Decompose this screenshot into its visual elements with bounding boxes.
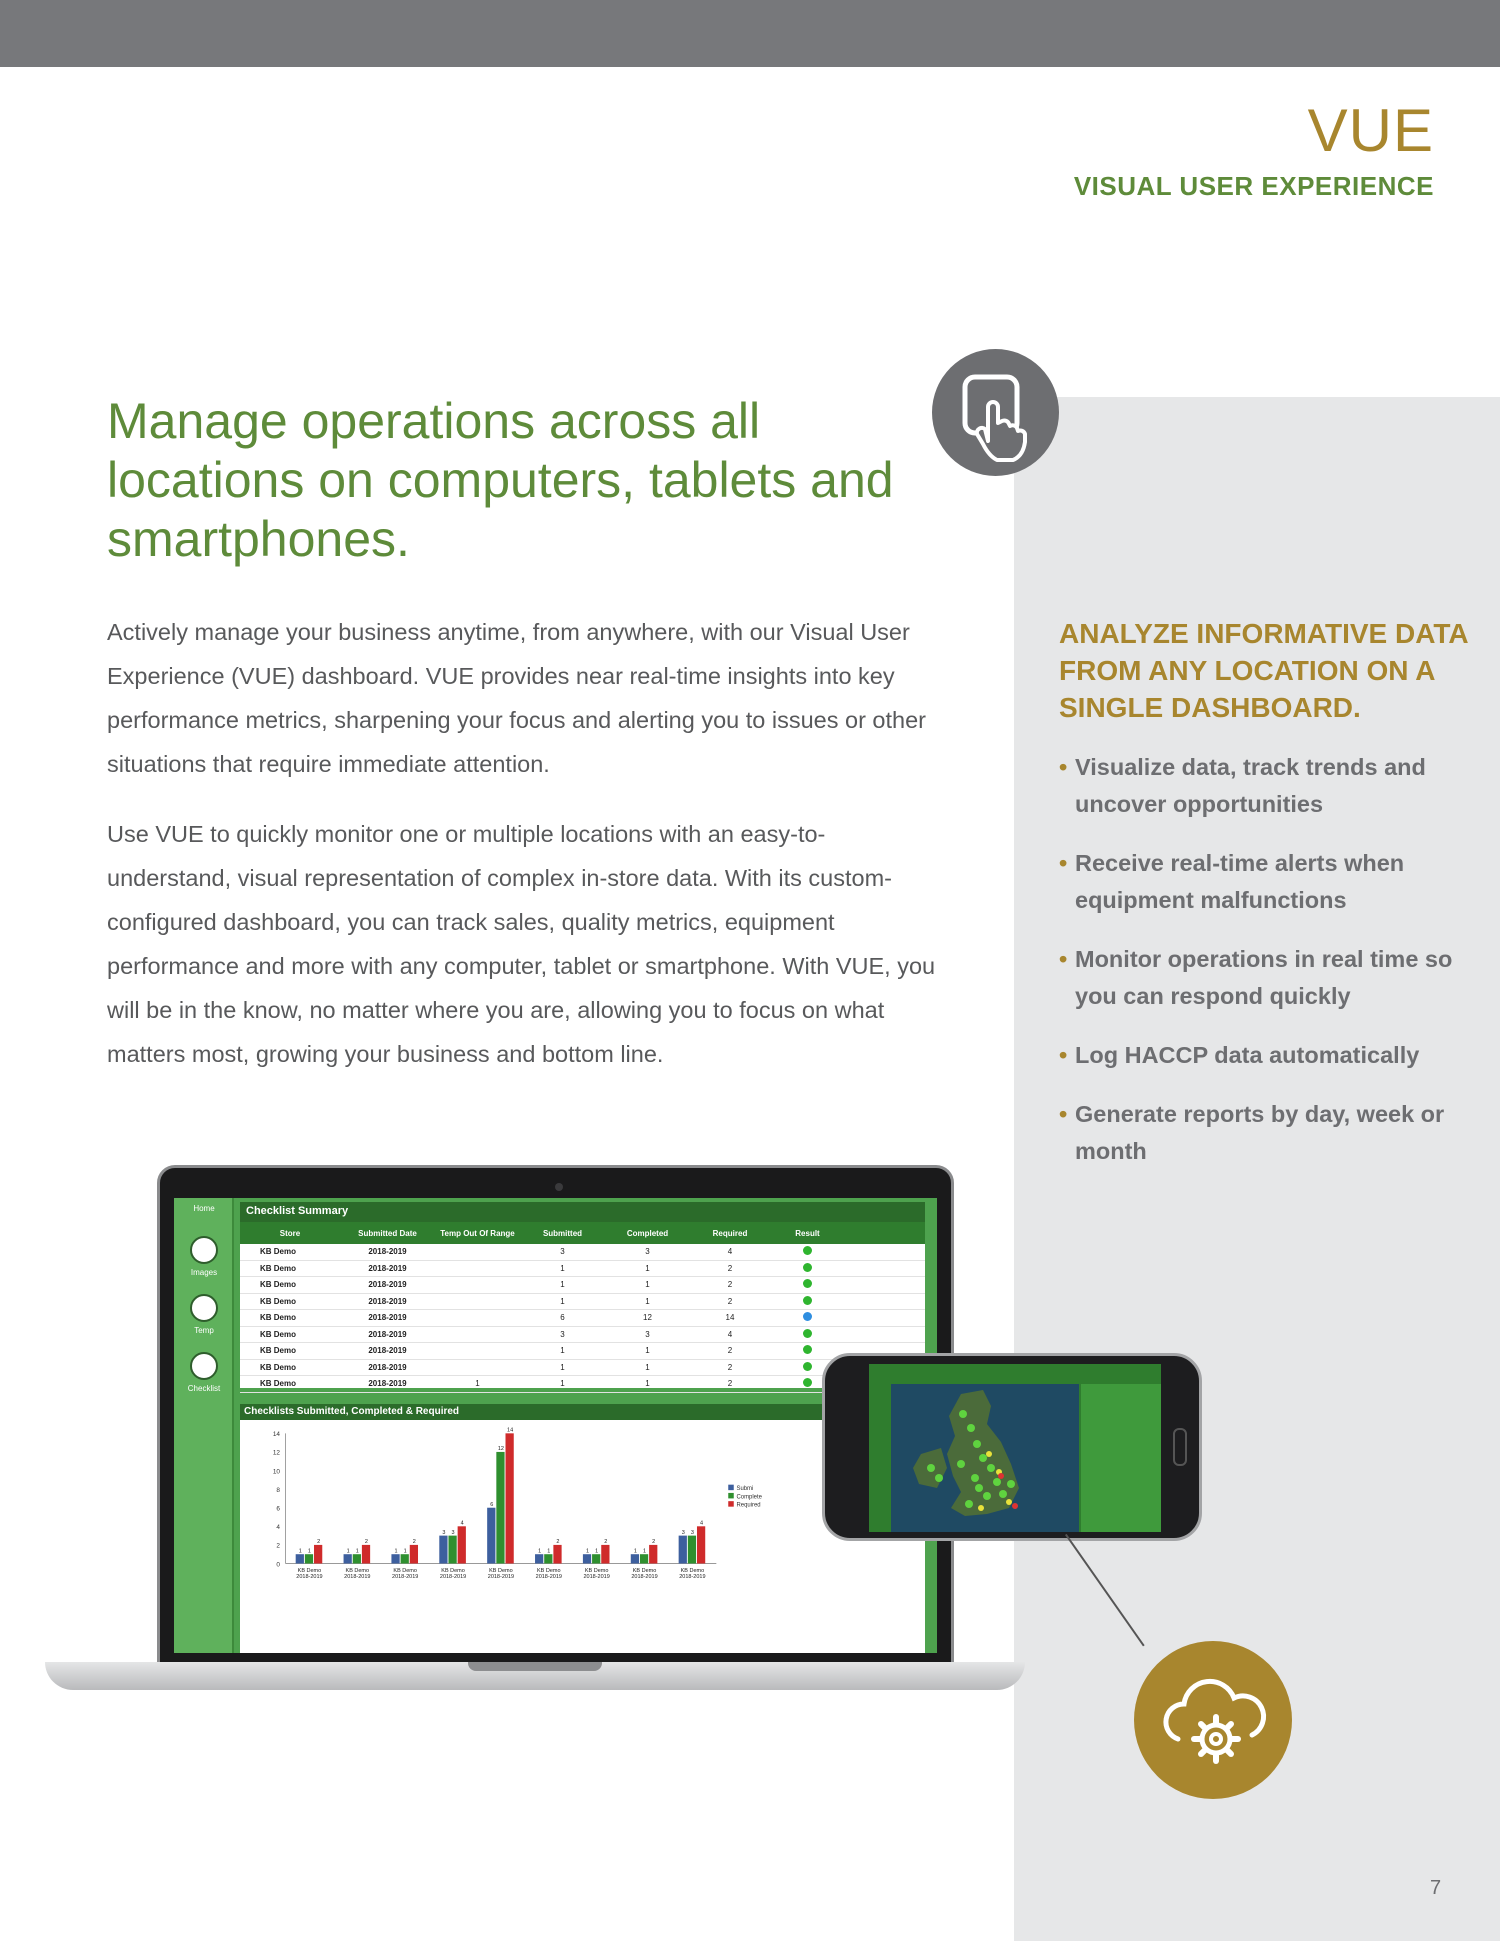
table-row bbox=[240, 1294, 925, 1311]
brand-title: VUE bbox=[1307, 97, 1434, 164]
cell-result bbox=[770, 1246, 845, 1257]
cell-completed: 12 bbox=[643, 1313, 652, 1323]
status-dot-icon bbox=[803, 1246, 812, 1255]
bar bbox=[506, 1433, 514, 1563]
cell-result bbox=[770, 1345, 845, 1356]
cell-date: 2018-2019 bbox=[368, 1313, 407, 1323]
cell-store: KB Demo bbox=[260, 1346, 297, 1356]
status-dot-icon bbox=[803, 1329, 812, 1338]
summary-title: Checklist Summary bbox=[240, 1202, 925, 1222]
phone-data-table bbox=[1081, 1384, 1161, 1532]
cell-date: 2018-2019 bbox=[368, 1362, 407, 1372]
cell-store: KB Demo bbox=[260, 1362, 297, 1372]
bar bbox=[649, 1545, 657, 1564]
cell-required: 4 bbox=[727, 1247, 733, 1257]
x-tick-label: 2018-2019 bbox=[487, 1574, 515, 1581]
cell-date: 2018-2019 bbox=[368, 1263, 407, 1273]
data-label: 1 bbox=[298, 1548, 302, 1555]
cell-store: KB Demo bbox=[260, 1296, 297, 1306]
phone-mockup bbox=[822, 1353, 1202, 1541]
legend-label: Required bbox=[736, 1502, 761, 1509]
bar bbox=[401, 1554, 409, 1563]
cell-date: 2018-2019 bbox=[368, 1247, 407, 1257]
table-row bbox=[240, 1343, 925, 1360]
table-row bbox=[240, 1310, 925, 1327]
bar bbox=[592, 1554, 600, 1563]
headline: Manage operations across all locations on computers, tablets and smartphones. bbox=[107, 393, 894, 567]
details-paragraph: Use VUE to quickly monitor one or multiple locations with an easy-to-understand, visual representation of complex in-store data. With its custom-configured dashboard, you can track sales, quality metrics, equipment performance and more with any computer, tablet or smartphone. With VUE, you will be in the know, no matter where you are, allowing you to focus on what matters most, growing your business and bottom line. bbox=[107, 821, 936, 1067]
bar bbox=[391, 1554, 399, 1563]
cell-date: 2018-2019 bbox=[368, 1329, 407, 1339]
bar bbox=[640, 1554, 648, 1563]
cell-required: 2 bbox=[727, 1280, 733, 1290]
y-tick-label: 10 bbox=[272, 1468, 280, 1476]
status-dot-icon bbox=[803, 1378, 812, 1387]
cell-store: KB Demo bbox=[260, 1263, 297, 1273]
data-label: 1 bbox=[403, 1548, 407, 1555]
touch-icon bbox=[932, 349, 1059, 476]
bar bbox=[314, 1545, 322, 1564]
bar bbox=[553, 1545, 561, 1564]
data-label: 2 bbox=[364, 1539, 369, 1546]
checklist-summary-panel bbox=[240, 1202, 925, 1388]
cell-required: 2 bbox=[727, 1379, 733, 1389]
bar bbox=[410, 1545, 418, 1564]
x-tick-label: 2018-2019 bbox=[392, 1574, 419, 1581]
cell-required: 2 bbox=[727, 1346, 733, 1356]
bar bbox=[631, 1554, 639, 1563]
bar bbox=[583, 1554, 591, 1563]
cell-required: 2 bbox=[727, 1296, 733, 1306]
cell-submitted: 3 bbox=[560, 1247, 565, 1257]
status-dot-icon bbox=[803, 1362, 812, 1371]
y-tick-label: 6 bbox=[276, 1505, 280, 1513]
status-dot-icon bbox=[803, 1296, 812, 1305]
col-completed: Completed bbox=[626, 1228, 669, 1238]
y-tick-label: 4 bbox=[276, 1524, 280, 1532]
bar bbox=[458, 1526, 466, 1563]
bar bbox=[688, 1536, 696, 1564]
cell-result bbox=[770, 1279, 845, 1290]
status-dot-icon bbox=[803, 1263, 812, 1272]
cell-store: KB Demo bbox=[260, 1313, 297, 1323]
table-row bbox=[240, 1277, 925, 1294]
cell-submitted: 6 bbox=[560, 1313, 565, 1323]
bar bbox=[448, 1536, 456, 1564]
sidebar-heading: ANALYZE INFORMATIVE DATA FROM ANY LOCATION ON A SINGLE DASHBOARD. bbox=[1059, 618, 1468, 723]
feature-item: • Visualize data, track trends and uncover opportunities bbox=[1059, 749, 1479, 823]
page-number: 7 bbox=[1430, 1877, 1442, 1899]
cell-date: 2018-2019 bbox=[368, 1379, 407, 1389]
cell-completed: 1 bbox=[645, 1379, 650, 1389]
cell-result bbox=[770, 1263, 845, 1274]
cell-submitted: 1 bbox=[560, 1263, 565, 1273]
x-tick-label: KB Demo bbox=[680, 1567, 705, 1574]
checklist-icon[interactable] bbox=[190, 1352, 218, 1380]
cell-completed: 1 bbox=[645, 1346, 650, 1356]
cell-completed: 3 bbox=[645, 1247, 650, 1257]
table-row bbox=[240, 1261, 925, 1278]
cell-completed: 3 bbox=[645, 1329, 650, 1339]
laptop-notch bbox=[468, 1662, 602, 1671]
temp-icon[interactable] bbox=[190, 1294, 218, 1322]
bar bbox=[439, 1536, 447, 1564]
legend-swatch bbox=[728, 1493, 734, 1499]
intro-paragraph: Actively manage your business anytime, from anywhere, with our Visual User Experience (VUE) dashboard. VUE provides near real-time insights into key performance metrics, sharpening your focus and alerting you to issues or other situations that require immediate attention. bbox=[107, 619, 927, 777]
data-label: 6 bbox=[490, 1501, 494, 1508]
bar bbox=[353, 1554, 361, 1563]
data-label: 1 bbox=[642, 1548, 647, 1555]
cell-completed: 1 bbox=[645, 1296, 650, 1306]
top-banner bbox=[0, 0, 1500, 67]
data-label: 1 bbox=[355, 1548, 359, 1555]
bar bbox=[496, 1452, 504, 1564]
col-temp: Temp Out Of Range bbox=[440, 1228, 515, 1238]
col-date: Submitted Date bbox=[358, 1228, 417, 1238]
data-label: 2 bbox=[556, 1539, 560, 1546]
nav-checklist-label[interactable]: Checklist bbox=[187, 1384, 221, 1393]
x-tick-label: 2018-2019 bbox=[631, 1574, 658, 1581]
bar bbox=[535, 1554, 543, 1563]
cell-required: 4 bbox=[727, 1329, 733, 1339]
checklist-bar-chart bbox=[252, 1426, 792, 1591]
cell-date: 2018-2019 bbox=[368, 1280, 407, 1290]
data-label: 1 bbox=[585, 1548, 590, 1555]
cell-submitted: 1 bbox=[560, 1296, 565, 1306]
cell-store: KB Demo bbox=[260, 1247, 297, 1257]
chart-title: Checklists Submitted, Completed & Required bbox=[240, 1404, 925, 1420]
data-label: 4 bbox=[460, 1520, 464, 1527]
status-dot-icon bbox=[803, 1345, 812, 1354]
col-submitted: Submitted bbox=[542, 1228, 583, 1238]
cell-required: 14 bbox=[725, 1313, 735, 1323]
data-label: 3 bbox=[681, 1529, 685, 1536]
data-label: 1 bbox=[346, 1548, 350, 1555]
status-dot-icon bbox=[803, 1279, 812, 1288]
bar bbox=[296, 1554, 304, 1563]
x-tick-label: KB Demo bbox=[632, 1567, 657, 1574]
cell-required: 2 bbox=[727, 1263, 733, 1273]
cell-completed: 1 bbox=[645, 1362, 650, 1372]
x-tick-label: KB Demo bbox=[393, 1567, 417, 1574]
cell-result bbox=[770, 1296, 845, 1307]
camera-icon bbox=[555, 1183, 563, 1191]
x-tick-label: KB Demo bbox=[584, 1567, 609, 1574]
x-tick-label: KB Demo bbox=[489, 1567, 513, 1574]
x-tick-label: 2018-2019 bbox=[296, 1574, 323, 1581]
table-row bbox=[240, 1244, 925, 1261]
y-tick-label: 12 bbox=[272, 1449, 280, 1457]
cloud-settings-icon bbox=[1134, 1641, 1292, 1799]
data-label: 14 bbox=[507, 1427, 514, 1434]
nav-temp-label[interactable]: Temp bbox=[194, 1326, 214, 1335]
bar bbox=[305, 1554, 313, 1563]
cell-store: KB Demo bbox=[260, 1280, 297, 1290]
phone-screen bbox=[869, 1364, 1161, 1532]
bar bbox=[601, 1545, 609, 1564]
bar bbox=[362, 1545, 370, 1564]
y-tick-label: 14 bbox=[272, 1431, 280, 1439]
cell-result bbox=[770, 1312, 845, 1323]
cell-submitted: 1 bbox=[560, 1362, 565, 1372]
data-label: 3 bbox=[451, 1529, 455, 1536]
x-tick-label: 2018-2019 bbox=[679, 1574, 706, 1581]
cell-submitted: 1 bbox=[560, 1280, 565, 1290]
nav-home-label[interactable]: Home bbox=[193, 1204, 215, 1213]
x-tick-label: 2018-2019 bbox=[535, 1574, 562, 1581]
col-required: Required bbox=[712, 1228, 748, 1238]
bar bbox=[679, 1536, 687, 1564]
cell-required: 2 bbox=[727, 1362, 733, 1372]
x-tick-label: KB Demo bbox=[345, 1567, 370, 1574]
cell-submitted: 3 bbox=[560, 1329, 565, 1339]
col-result: Result bbox=[795, 1228, 820, 1238]
x-tick-label: KB Demo bbox=[441, 1567, 465, 1574]
nav-images-label[interactable]: Images bbox=[190, 1268, 218, 1277]
uk-map bbox=[891, 1384, 1079, 1532]
images-icon[interactable] bbox=[190, 1236, 218, 1264]
brand-subtitle: VISUAL USER EXPERIENCE bbox=[1073, 171, 1434, 201]
phone-home-button bbox=[1173, 1428, 1187, 1466]
y-tick-label: 2 bbox=[276, 1542, 280, 1550]
summary-table-body bbox=[240, 1244, 925, 1393]
cell-completed: 1 bbox=[645, 1280, 650, 1290]
y-tick-label: 8 bbox=[276, 1486, 280, 1494]
cell-temp: 1 bbox=[475, 1379, 480, 1389]
data-label: 1 bbox=[633, 1548, 637, 1555]
legend-swatch bbox=[728, 1485, 734, 1491]
feature-list bbox=[1059, 749, 1479, 1192]
data-label: 1 bbox=[538, 1548, 542, 1555]
bar bbox=[697, 1526, 705, 1563]
cell-store: KB Demo bbox=[260, 1329, 297, 1339]
x-tick-label: KB Demo bbox=[297, 1567, 322, 1574]
data-label: 2 bbox=[317, 1539, 321, 1546]
legend-swatch bbox=[728, 1501, 734, 1507]
data-label: 3 bbox=[442, 1529, 446, 1536]
x-tick-label: 2018-2019 bbox=[344, 1574, 371, 1581]
dashboard-nav bbox=[174, 1198, 234, 1653]
cell-date: 2018-2019 bbox=[368, 1296, 407, 1306]
data-label: 1 bbox=[547, 1548, 551, 1555]
legend-label: Complete bbox=[736, 1494, 762, 1501]
summary-table-header bbox=[240, 1222, 925, 1244]
cell-store: KB Demo bbox=[260, 1379, 297, 1389]
table-row bbox=[240, 1327, 925, 1344]
data-label: 2 bbox=[604, 1539, 608, 1546]
data-label: 2 bbox=[652, 1539, 656, 1546]
data-label: 12 bbox=[497, 1446, 504, 1453]
feature-item: • Receive real-time alerts when equipment malfunctions bbox=[1059, 845, 1479, 919]
data-label: 1 bbox=[595, 1548, 599, 1555]
bar bbox=[487, 1508, 495, 1564]
feature-item: • Generate reports by day, week or month bbox=[1059, 1096, 1479, 1170]
cell-date: 2018-2019 bbox=[368, 1346, 407, 1356]
cell-completed: 1 bbox=[645, 1263, 650, 1273]
x-tick-label: KB Demo bbox=[537, 1567, 561, 1574]
data-label: 4 bbox=[700, 1520, 704, 1527]
data-label: 1 bbox=[394, 1548, 398, 1555]
cell-submitted: 1 bbox=[560, 1346, 565, 1356]
bar bbox=[544, 1554, 552, 1563]
col-store: Store bbox=[279, 1228, 301, 1238]
feature-item: • Monitor operations in real time so you can respond quickly bbox=[1059, 941, 1479, 1015]
x-tick-label: 2018-2019 bbox=[583, 1574, 610, 1581]
cell-submitted: 1 bbox=[560, 1379, 565, 1389]
data-label: 3 bbox=[690, 1529, 694, 1536]
bar bbox=[344, 1554, 352, 1563]
data-label: 2 bbox=[412, 1539, 416, 1546]
feature-item: • Log HACCP data automatically bbox=[1059, 1037, 1479, 1074]
status-dot-icon bbox=[803, 1312, 812, 1321]
y-tick-label: 0 bbox=[276, 1561, 280, 1569]
cell-result bbox=[770, 1329, 845, 1340]
x-tick-label: 2018-2019 bbox=[439, 1574, 467, 1581]
legend-label: Submi bbox=[736, 1486, 754, 1493]
data-label: 1 bbox=[307, 1548, 311, 1555]
